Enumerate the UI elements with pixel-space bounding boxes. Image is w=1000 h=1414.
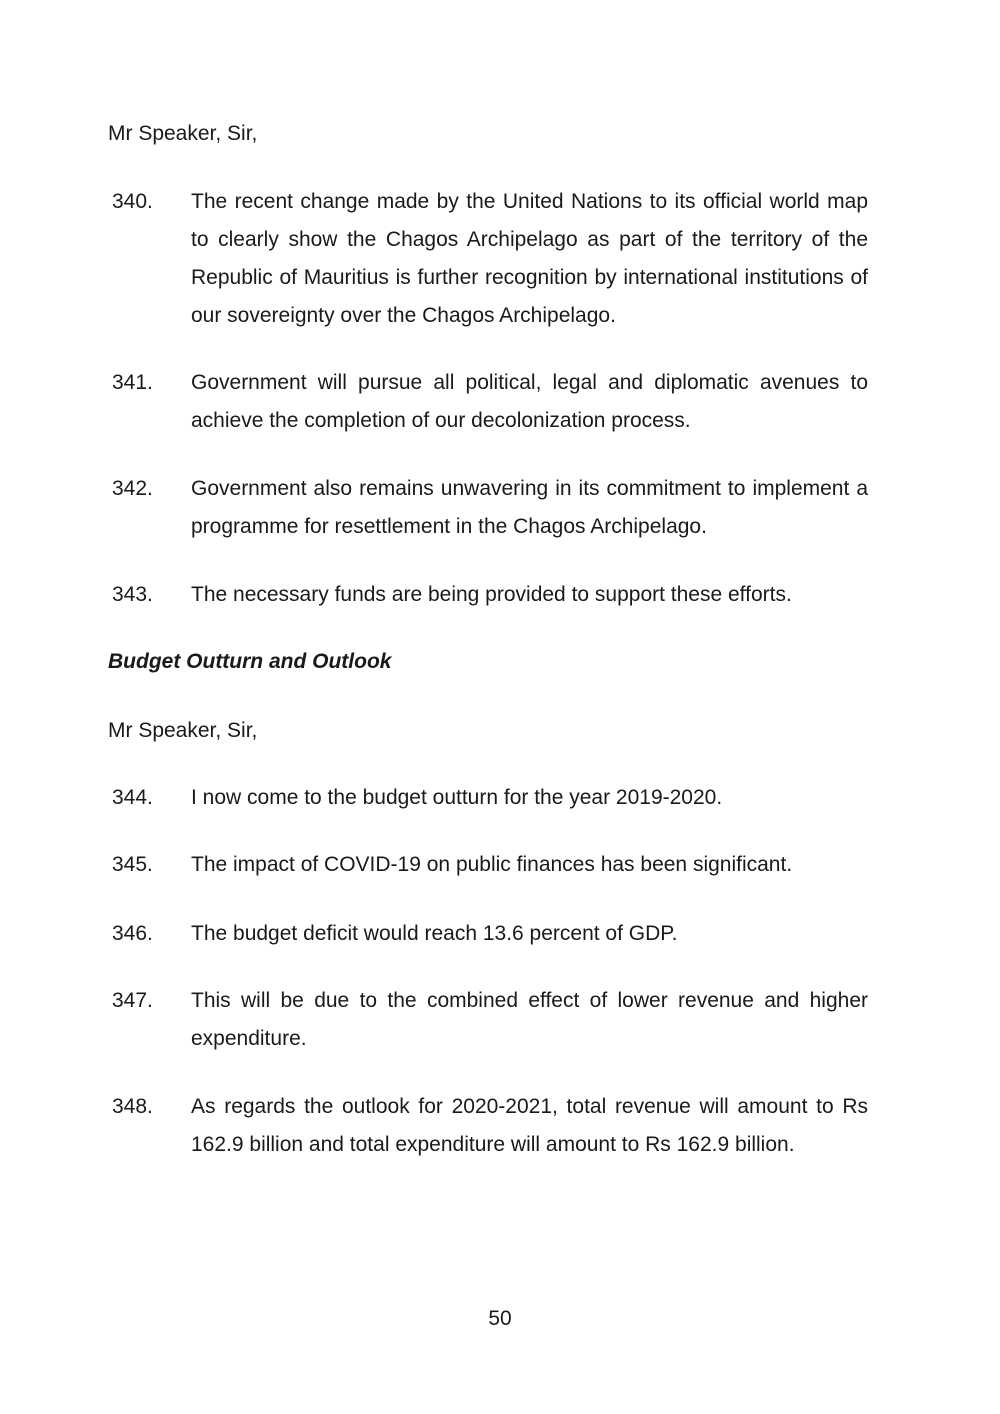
paragraph-number: 340. bbox=[112, 190, 153, 213]
paragraph-text: This will be due to the combined effect of lower revenue and higher expenditure. bbox=[191, 989, 868, 1050]
paragraph-number: 341. bbox=[112, 371, 153, 394]
paragraph-341 bbox=[108, 364, 868, 440]
paragraph-number: 345. bbox=[112, 853, 153, 876]
paragraph-text: I now come to the budget outturn for the year 2019-2020. bbox=[191, 786, 723, 809]
paragraph-text: Government also remains unwavering in its commitment to implement a programme for resettlement in the Chagos Archipelago. bbox=[191, 477, 868, 538]
paragraph-number: 346. bbox=[112, 922, 153, 945]
paragraph-342 bbox=[108, 470, 868, 546]
paragraph-number: 343. bbox=[112, 583, 153, 606]
paragraph-text: The necessary funds are being provided to support these efforts. bbox=[191, 583, 792, 606]
paragraph-347 bbox=[108, 982, 868, 1058]
paragraph-text: As regards the outlook for 2020-2021, total revenue will amount to Rs 162.9 billion and total expenditure will amount to Rs 162.9 billion. bbox=[191, 1095, 868, 1156]
paragraph-348 bbox=[108, 1088, 868, 1164]
paragraph-number: 347. bbox=[112, 989, 153, 1012]
salutation-section: Mr Speaker, Sir, bbox=[108, 719, 258, 742]
paragraph-345 bbox=[108, 846, 868, 884]
paragraph-text: The impact of COVID-19 on public finances has been significant. bbox=[191, 853, 793, 876]
paragraph-number: 348. bbox=[112, 1095, 153, 1118]
section-heading: Budget Outturn and Outlook bbox=[108, 650, 392, 673]
paragraph-344 bbox=[108, 779, 868, 817]
paragraph-346 bbox=[108, 915, 868, 953]
paragraph-340 bbox=[108, 183, 868, 335]
paragraph-number: 342. bbox=[112, 477, 153, 500]
paragraph-number: 344. bbox=[112, 786, 153, 809]
page-number: 50 bbox=[488, 1307, 512, 1330]
paragraph-text: The recent change made by the United Nations to its official world map to clearly show the Chagos Archipelago as part of the territory of the Republic of Mauritius is further recognition by international institutions of our sovereignty over the Chagos Archipelago. bbox=[191, 190, 868, 327]
salutation-top: Mr Speaker, Sir, bbox=[108, 122, 258, 145]
paragraph-343 bbox=[108, 576, 868, 614]
paragraph-text: The budget deficit would reach 13.6 percent of GDP. bbox=[191, 922, 678, 945]
paragraph-text: Government will pursue all political, legal and diplomatic avenues to achieve the completion of our decolonization process. bbox=[191, 371, 868, 432]
